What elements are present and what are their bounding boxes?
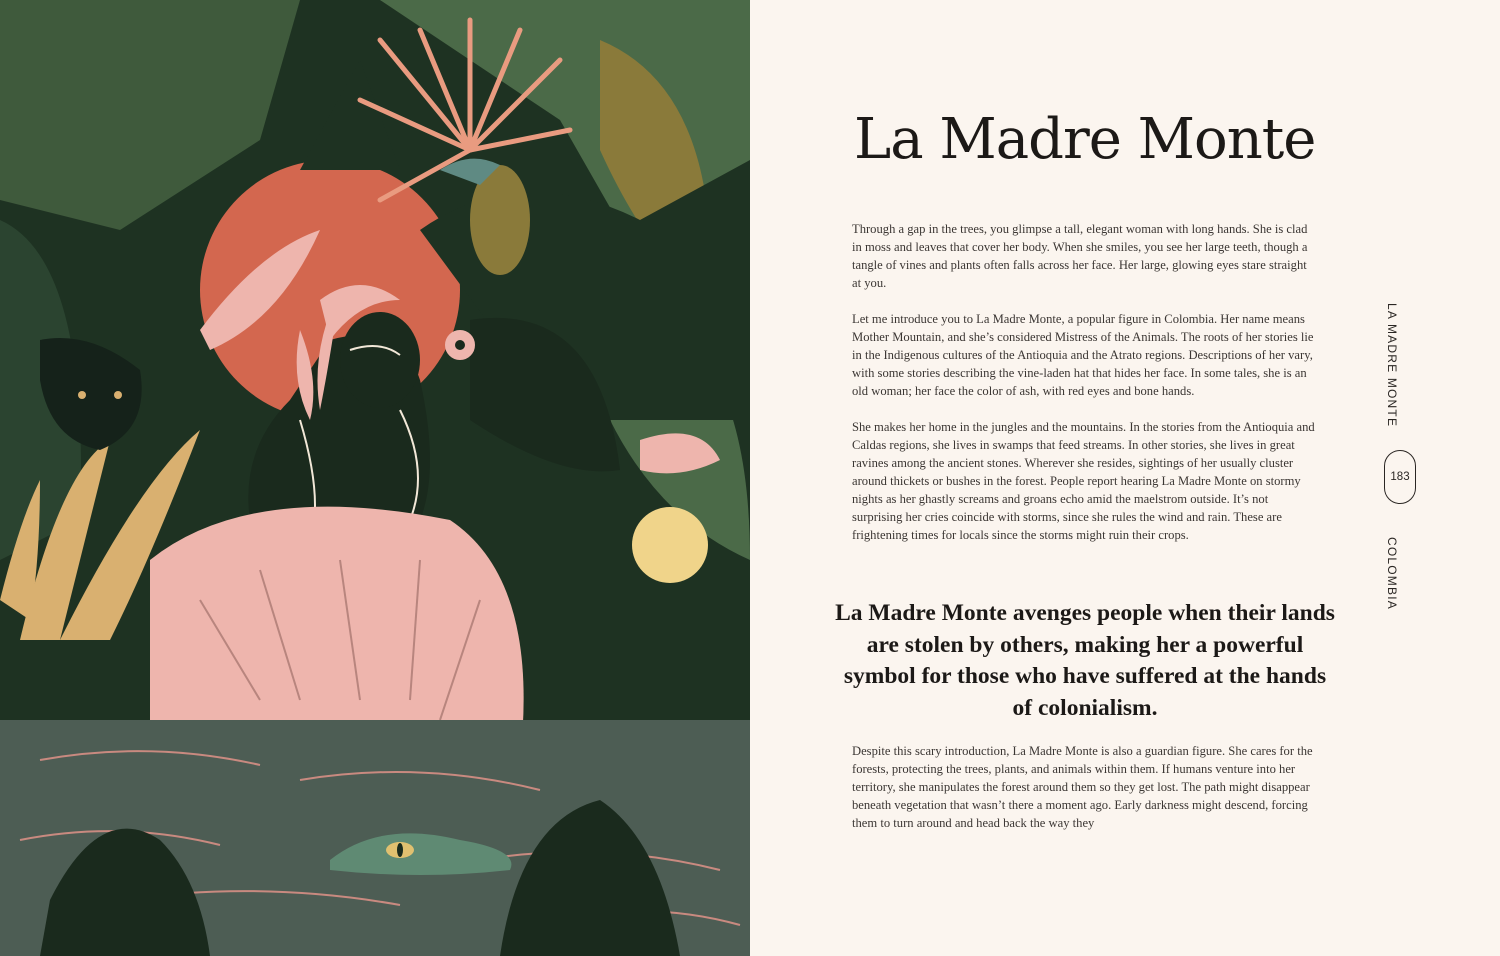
body-text-bottom [852, 742, 1318, 850]
pull-quote: La Madre Monte avenges people when their lands are stolen by others, making her a powerful symbol for those who have suffered at the hands of colonialism. [835, 600, 1335, 721]
paragraph: Let me introduce you to La Madre Monte, a popular figure in Colombia. Her name means Mother Mountain, and she’s considered Mistress of the Animals. The roots of her stories lie in the Indigenous cultures of the Antioquia and the Atrato regions. Descriptions of her vary, with some stories describing the vine-laden hat that hides her face. In some tales, she is an old woman; her face the color of ash, with red eyes and bone hands. [852, 312, 1314, 398]
running-head-country-text: COLOMBIA [1385, 537, 1399, 610]
running-head-country [1385, 537, 1415, 610]
body-text-top [852, 220, 1318, 562]
paragraph: She makes her home in the jungles and the mountains. In the stories from the Antioquia and Caldas regions, she lives in swamps that feed streams. In other stories, she lives in great ravines among the ancient stones. Wherever she resides, sightings of her usually cluster around thickets or bushes in the forest. People report hearing La Madre Monte on stormy nights as her ghastly screams and groans echo amid the maelstrom outside. It’s not surprising her cries coincide with storms, since she rules the wind and rain. These are frightening times for locals since the storms might ruin their crops. [852, 420, 1315, 542]
paragraph: Through a gap in the trees, you glimpse a tall, elegant woman with long hands. She is clad in moss and leaves that cover her body. When she smiles, you see her large teeth, though a tangle of vines and plants often falls across her face. Her large, glowing eyes stare straight at you. [852, 222, 1308, 290]
text-page [750, 0, 1500, 956]
paragraph: Despite this scary introduction, La Madre Monte is also a guardian figure. She cares for the forests, protecting the trees, plants, and animals within them. If humans venture into her territory, she manipulates the forest around them so they get lost. The path might disappear beneath vegetation that wasn’t there a moment ago. Early darkness might descend, forcing them to turn around and head back the way they [852, 744, 1313, 830]
running-head-title [1385, 303, 1415, 427]
page-title: La Madre Monte [854, 107, 1316, 172]
page-number: 183 [1384, 450, 1416, 504]
running-head-title-text: LA MADRE MONTE [1385, 303, 1399, 428]
